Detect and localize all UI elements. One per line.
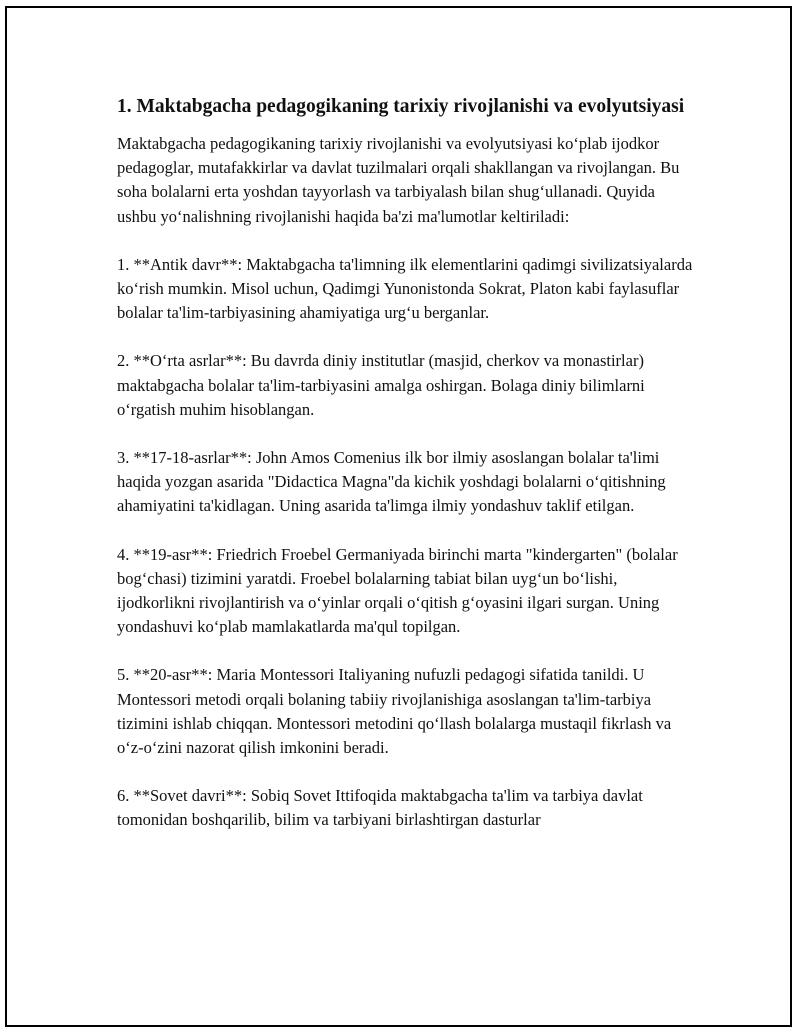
list-item: 4. **19-asr**: Friedrich Froebel Germaniyada birinchi marta "kindergarten" (bolalar bog‘chasi) tizimini yaratdi. Froebel bolalarning tabiat bilan uyg‘un bo‘lishi, ijodkorlikni rivojlantirish va o‘yinlar orqali o‘qitish g‘oyasini ilgari surgan. Uning yondashuvi ko‘plab mamlakatlarda ma'qul topilgan. [117, 544, 678, 637]
list-item: 1. **Antik davr**: Maktabgacha ta'limning ilk elementlarini qadimgi sivilizatsiyalarda ko‘rish mumkin. Misol uchun, Qadimgi Yunonistonda Sokrat, Platon kabi faylasuflar bolalar ta'lim-tarbiyasining ahamiyatiga urg‘u berganlar. [117, 254, 693, 323]
document-title: 1. Maktabgacha pedagogikaning tarixiy rivojlanishi va evolyutsiyasi [117, 96, 685, 117]
list-item: 5. **20-asr**: Maria Montessori Italiyaning nufuzli pedagogi sifatida tanildi. U Montessori metodi orqali bolaning tabiiy rivojlanishiga asoslangan ta'lim-tarbiya tizimini ishlab chiqqan. Montessori metodini qo‘llash bolalarga mustaqil fikrlash va o‘z-o‘zini nazorat qilish imkonini beradi. [117, 665, 672, 758]
list-item: 2. **O‘rta asrlar**: Bu davrda diniy institutlar (masjid, cherkov va monastirlar) maktabgacha bolalar ta'lim-tarbiyasini amalga oshirgan. Bolaga diniy bilimlarni o‘rgatish muhim hisoblangan. [117, 351, 645, 419]
document-body [117, 92, 697, 857]
list-item: 3. **17-18-asrlar**: John Amos Comenius ilk bor ilmiy asoslangan bolalar ta'limi haqida yozgan asarida "Didactica Magna"da kichik yoshdagi bolalarni o‘qitishning ahamiyatini ta'kidlagan. Uning asarida ta'limga ilmiy yondashuv taklif etilgan. [117, 448, 666, 516]
list-item: 6. **Sovet davri**: Sobiq Sovet Ittifoqida maktabgacha ta'lim va tarbiya davlat tomonidan boshqarilib, bilim va tarbiyani birlashtirgan dasturlar [117, 786, 643, 830]
intro-paragraph: Maktabgacha pedagogikaning tarixiy rivojlanishi va evolyutsiyasi ko‘plab ijodkor pedagoglar, mutafakkirlar va davlat tuzilmalari orqali shakllangan va rivojlangan. Bu soha bolalarni erta yoshdan tayyorlash va tarbiyalash bilan shug‘ullanadi. Quyida ushbu yo‘nalishning rivojlanishi haqida ba'zi ma'lumotlar keltiriladi: [117, 134, 680, 226]
